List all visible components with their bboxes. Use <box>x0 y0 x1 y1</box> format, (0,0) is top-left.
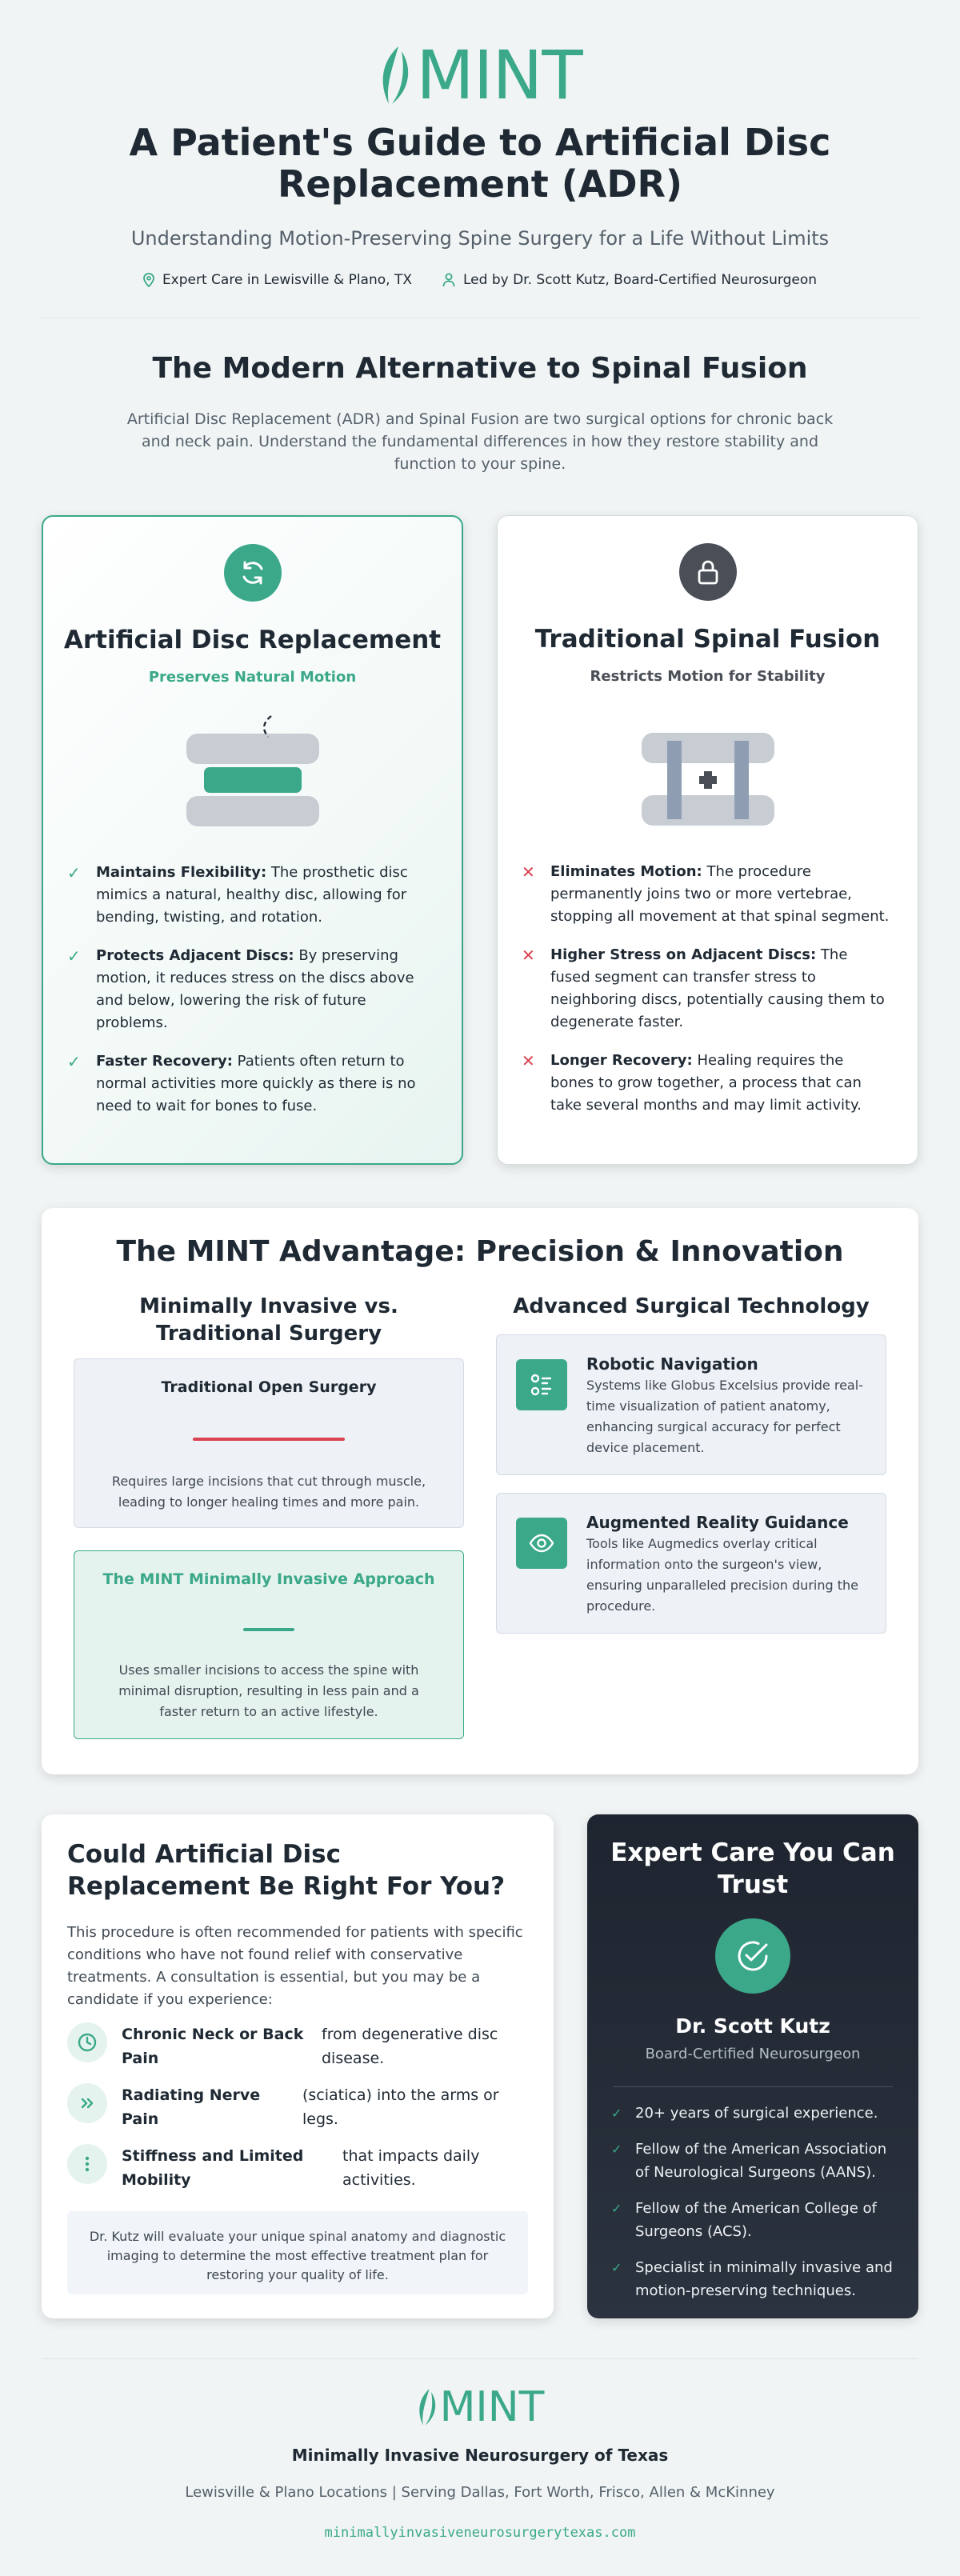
item-text: The procedure permanently joins two or more vertebrae, stopping all movement at that spinal segment. <box>550 863 890 925</box>
adr-title: Artificial Disc Replacement <box>63 626 442 654</box>
item-text: Healing requires the bones to grow together, a process that can take several months and may limit activity. <box>550 1052 862 1114</box>
symptom-name: Radiating Nerve Pain <box>122 2086 261 2128</box>
credential-text: Specialist in minimally invasive and motion-preserving techniques. <box>635 2259 893 2299</box>
credential-text: 20+ years of surgical experience. <box>635 2105 878 2122</box>
adr-card <box>42 515 463 1165</box>
expert-title: Expert Care You Can Trust <box>610 1838 895 1899</box>
leaf-icon <box>416 2388 438 2426</box>
leaf-icon <box>378 45 413 106</box>
technology-heading: Advanced Surgical Technology <box>513 1294 870 1318</box>
evaluation-note: Dr. Kutz will evaluate your unique spinal anatomy and diagnostic imaging to determine the most effective treatment plan for restoring your quality of life. <box>67 2211 528 2294</box>
mint-approach-text: Uses smaller incisions to access the spine with minimal disruption, resulting in less pain and a faster return to an active lifestyle. <box>118 1662 419 1719</box>
x-icon: ✕ <box>522 946 535 965</box>
location-text: Expert Care in Lewisville & Plano, TX <box>162 272 412 288</box>
candidate-section <box>42 1814 554 2318</box>
credential-text: Fellow of the American College of Surgeons (ACS). <box>635 2200 877 2240</box>
candidate-title: Could Artificial Disc Replacement Be Right For You? <box>67 1840 506 1901</box>
eye-icon <box>516 1518 567 1569</box>
tech-title: Augmented Reality Guidance <box>586 1513 849 1532</box>
brand-name: MINT <box>416 36 582 114</box>
fusion-tag: Restricts Motion for Stability <box>590 668 826 685</box>
small-incision-line <box>243 1628 294 1631</box>
list-item <box>522 861 890 928</box>
dots-icon <box>67 2144 107 2184</box>
item-label: Maintains Flexibility: <box>96 864 267 881</box>
user-icon <box>442 273 455 287</box>
location-info <box>143 272 412 288</box>
website-link[interactable]: minimallyinvasiveneurosurgerytexas.com <box>324 2525 636 2541</box>
list-item <box>611 2197 894 2243</box>
brand-logo[interactable] <box>42 0 918 112</box>
list-item <box>522 1050 890 1117</box>
item-text: The fused segment can transfer stress to neighboring discs, potentially causing them to degenerate faster. <box>550 946 885 1030</box>
header-meta <box>42 272 918 288</box>
disc-replacement-illustration <box>43 710 462 830</box>
comparison-intro: Artificial Disc Replacement (ADR) and Spinal Fusion are two surgical options for chronic back and neck pain. Understand the fundamental differences in how they restore stability and function to your spine. <box>126 410 834 473</box>
traditional-text: Requires large incisions that cut through muscle, leading to longer healing times and more pain. <box>111 1474 426 1510</box>
item-label: Higher Stress on Adjacent Discs: <box>550 946 817 963</box>
symptom-desc: that impacts daily activities. <box>342 2147 480 2189</box>
traditional-surgery-box <box>74 1358 464 1528</box>
traditional-title: Traditional Open Surgery <box>161 1378 377 1396</box>
map-pin-icon <box>143 273 154 287</box>
practice-name: Minimally Invasive Neurosurgery of Texas <box>291 2446 669 2465</box>
robotic-navigation-card <box>496 1334 886 1475</box>
credential-text: Fellow of the American Association of Neurological Surgeons (AANS). <box>635 2141 887 2181</box>
chevrons-icon <box>67 2083 107 2123</box>
list-item <box>67 1050 435 1118</box>
x-icon: ✕ <box>522 862 535 882</box>
practice-locations: Lewisville & Plano Locations | Serving Dallas, Fort Worth, Frisco, Allen & McKinney <box>185 2484 775 2501</box>
candidate-intro: This procedure is often recommended for patients with specific conditions who have not found relief with conservative treatments. A consultation is essential, but you may be a candidate if you experience: <box>67 1924 523 2008</box>
item-text: The prosthetic disc mimics a natural, healthy disc, allowing for bending, twisting, and rotation. <box>96 864 408 926</box>
check-icon: ✓ <box>611 2106 622 2121</box>
item-label: Longer Recovery: <box>550 1052 693 1069</box>
list-item <box>611 2102 894 2125</box>
check-icon: ✓ <box>611 2142 622 2157</box>
item-label: Protects Adjacent Discs: <box>96 947 294 964</box>
surgeon-info <box>442 272 817 288</box>
robot-icon <box>516 1359 567 1410</box>
lock-icon <box>679 543 737 601</box>
credentials-list <box>611 2102 894 2302</box>
symptom-name: Chronic Neck or Back Pain <box>122 2026 304 2067</box>
fusion-drawbacks-list <box>522 861 890 1117</box>
header <box>42 0 918 318</box>
footer <box>42 2358 918 2541</box>
adr-benefits-list <box>67 862 435 1118</box>
large-incision-line <box>193 1438 345 1441</box>
symptom-item <box>67 2083 510 2131</box>
spinal-fusion-illustration <box>498 709 918 829</box>
symptom-item <box>67 2144 526 2192</box>
surgeon-name: Dr. Scott Kutz <box>675 2014 830 2038</box>
expert-section <box>587 1814 918 2318</box>
x-icon: ✕ <box>522 1051 535 1070</box>
clock-icon <box>67 2022 107 2062</box>
surgeon-role: Board-Certified Neurosurgeon <box>645 2046 861 2062</box>
adr-tag: Preserves Natural Motion <box>148 669 357 686</box>
check-icon: ✓ <box>611 2201 622 2216</box>
list-item <box>67 945 435 1034</box>
tech-text: Systems like Globus Excelsius provide real-time visualization of patient anatomy, enhancing surgical accuracy for perfect device placement. <box>586 1378 863 1455</box>
surgery-comparison-heading: Minimally Invasive vs. Traditional Surgery <box>139 1294 398 1346</box>
refresh-icon <box>224 544 282 602</box>
mint-approach-title: The MINT Minimally Invasive Approach <box>102 1570 435 1588</box>
check-icon: ✓ <box>67 1052 81 1071</box>
advantage-section <box>42 1208 918 1774</box>
fusion-title: Traditional Spinal Fusion <box>534 625 881 654</box>
check-circle-icon <box>715 1918 790 1994</box>
footer-brand-name: MINT <box>439 2383 545 2431</box>
tech-title: Robotic Navigation <box>586 1354 758 1374</box>
symptom-name: Stiffness and Limited Mobility <box>122 2147 304 2189</box>
mint-approach-box <box>74 1550 464 1739</box>
divider <box>613 2086 893 2087</box>
list-item <box>67 862 435 929</box>
tech-text: Tools like Augmedics overlay critical information onto the surgeon's view, ensuring unparalleled precision during the procedure. <box>586 1536 858 1614</box>
item-text: Patients often return to normal activities more quickly as there is no need to wait for bones to fuse. <box>96 1053 416 1114</box>
comparison-title: The Modern Alternative to Spinal Fusion <box>152 352 808 385</box>
check-icon: ✓ <box>67 863 81 882</box>
surgeon-text: Led by Dr. Scott Kutz, Board-Certified Neurosurgeon <box>463 272 818 288</box>
advantage-title: The MINT Advantage: Precision & Innovation <box>116 1235 844 1268</box>
symptom-desc: from degenerative disc disease. <box>322 2026 498 2067</box>
item-label: Eliminates Motion: <box>550 863 702 880</box>
page-subtitle: Understanding Motion-Preserving Spine Surgery for a Life Without Limits <box>130 227 830 250</box>
check-icon: ✓ <box>611 2260 622 2275</box>
fusion-card <box>497 515 918 1165</box>
augmented-reality-card <box>496 1493 886 1634</box>
item-label: Faster Recovery: <box>96 1053 233 1070</box>
page-title: A Patient's Guide to Artificial Disc Replacement (ADR) <box>129 121 831 206</box>
symptom-desc: (sciatica) into the arms or legs. <box>302 2086 499 2128</box>
footer-logo[interactable] <box>42 2383 918 2431</box>
check-icon: ✓ <box>67 946 81 966</box>
item-text: By preserving motion, it reduces stress on the discs above and below, lowering the risk of future problems. <box>96 947 414 1031</box>
symptom-item <box>67 2022 506 2070</box>
list-item <box>611 2138 894 2184</box>
list-item <box>611 2256 894 2302</box>
list-item <box>522 944 890 1034</box>
